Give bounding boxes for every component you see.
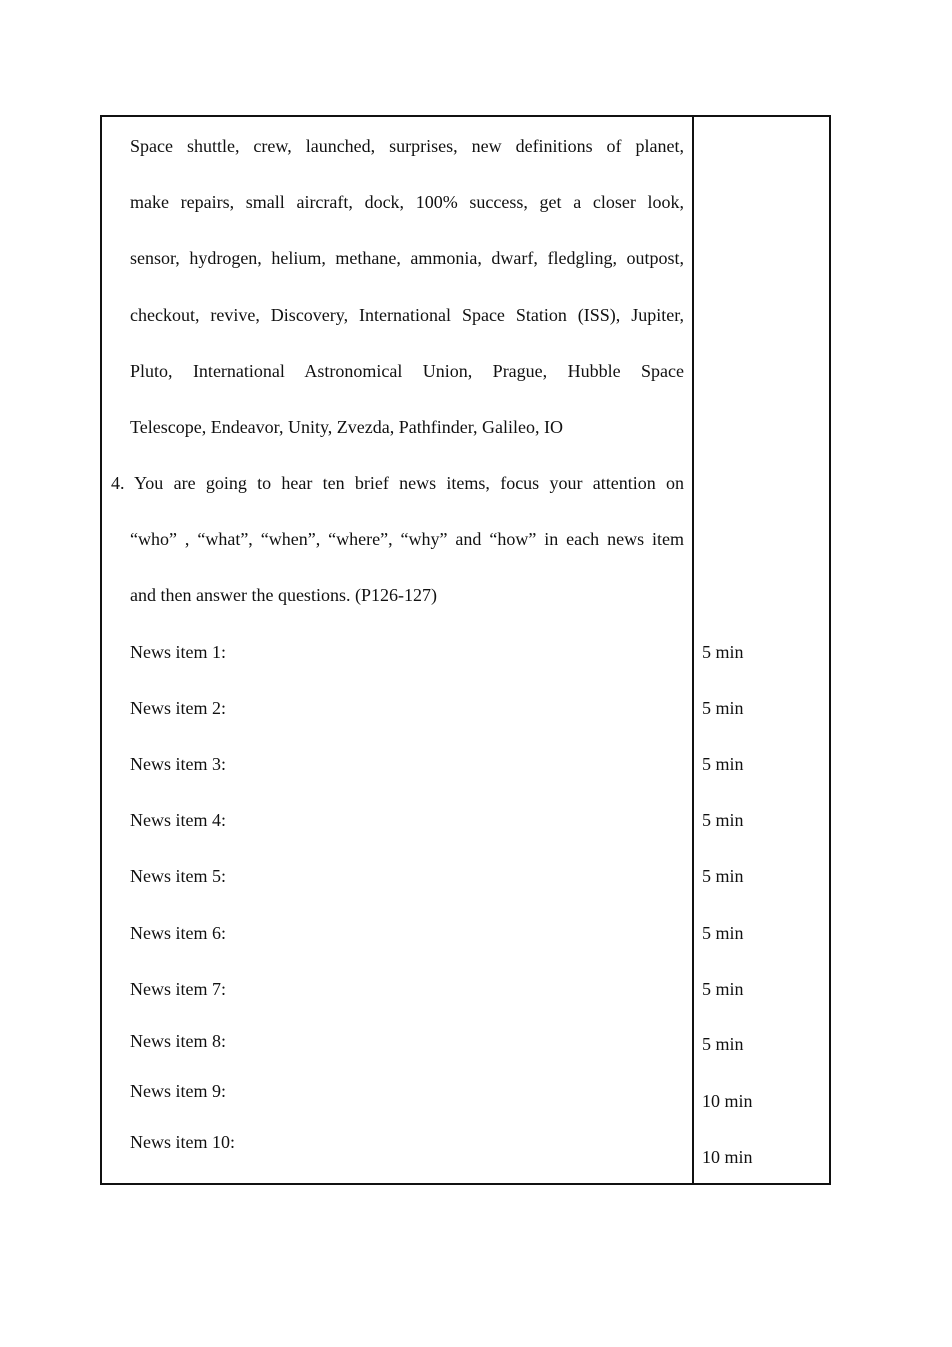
news-item-label: News item 9:	[130, 1081, 226, 1101]
task-instruction-line: “who” , “what”, “when”, “where”, “why” and “how” in each news item	[130, 529, 684, 549]
news-item-label: News item 6:	[130, 923, 226, 943]
vocabulary-line: sensor, hydrogen, helium, methane, ammonia, dwarf, fledgling, outpost,	[130, 248, 684, 268]
news-item-label: News item 4:	[130, 810, 226, 830]
news-item-time: 5 min	[702, 923, 744, 943]
vocabulary-line: Telescope, Endeavor, Unity, Zvezda, Pathfinder, Galileo, IO	[130, 417, 563, 437]
vocabulary-line: Pluto, International Astronomical Union, Prague, Hubble Space	[130, 361, 684, 381]
column-divider	[692, 117, 694, 1183]
news-item-time: 5 min	[702, 642, 744, 662]
news-item-time: 5 min	[702, 698, 744, 718]
news-item-label: News item 2:	[130, 698, 226, 718]
news-item-time: 10 min	[702, 1091, 753, 1111]
task-instruction-line: 4. You are going to hear ten brief news items, focus your attention on	[111, 473, 684, 493]
news-item-label: News item 10:	[130, 1132, 235, 1152]
news-item-label: News item 3:	[130, 754, 226, 774]
news-item-time: 5 min	[702, 754, 744, 774]
vocabulary-line: make repairs, small aircraft, dock, 100% success, get a closer look,	[130, 192, 684, 212]
news-item-time: 5 min	[702, 1034, 744, 1054]
news-item-label: News item 5:	[130, 866, 226, 886]
news-item-time: 5 min	[702, 866, 744, 886]
news-item-label: News item 8:	[130, 1031, 226, 1051]
vocabulary-line: checkout, revive, Discovery, International Space Station (ISS), Jupiter,	[130, 305, 684, 325]
news-item-time: 5 min	[702, 979, 744, 999]
news-item-label: News item 7:	[130, 979, 226, 999]
lesson-plan-table	[100, 115, 831, 1185]
news-item-label: News item 1:	[130, 642, 226, 662]
news-item-time: 10 min	[702, 1147, 753, 1167]
news-item-time: 5 min	[702, 810, 744, 830]
vocabulary-line: Space shuttle, crew, launched, surprises, new definitions of planet,	[130, 136, 684, 156]
task-instruction-line: and then answer the questions. (P126-127)	[130, 585, 437, 605]
